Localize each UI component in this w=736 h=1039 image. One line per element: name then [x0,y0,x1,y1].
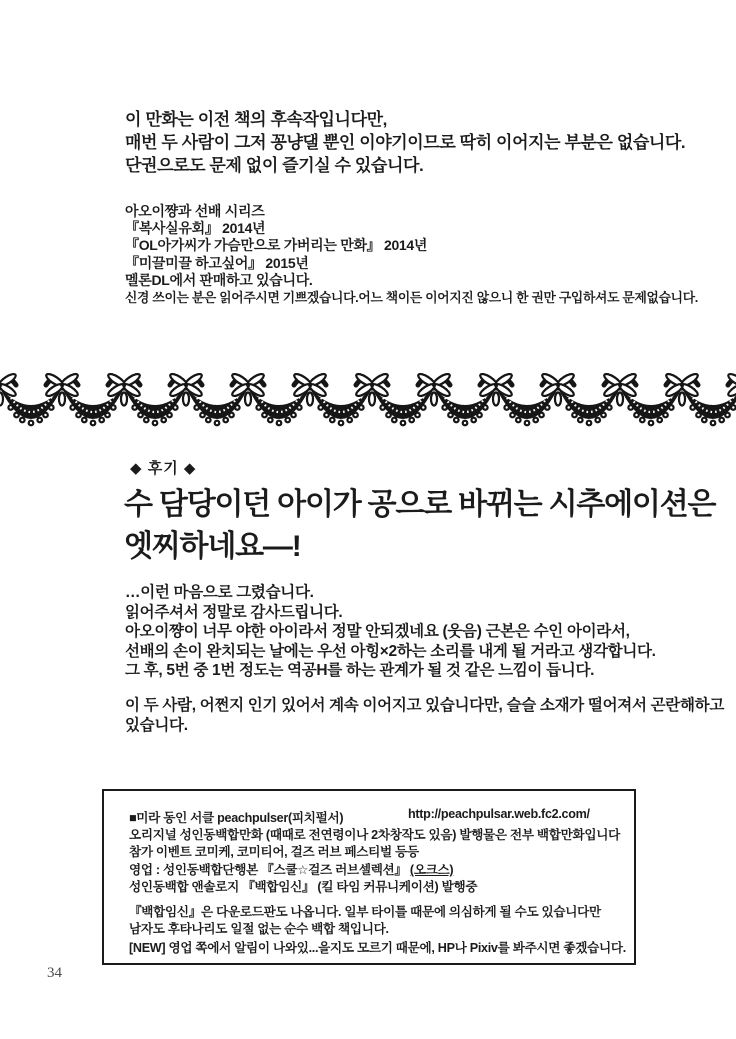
afterword-body-line: 아오이쨩이 너무 야한 아이라서 정말 안되겠네요 (웃음) 근본은 수인 아이라서, [125,623,630,640]
afterword-closing-line: 이 두 사람, 어쩐지 인기 있어서 계속 이어지고 있습니다만, 슬슬 소재가 떨어져서 곤란해하고 [125,697,724,714]
intro-line: 매번 두 사람이 그저 꽁냥댈 뿐인 이야기이므로 딱히 이어지는 부분은 없습니다. [125,133,686,152]
afterword-heading: ◆ 후기 ◆ [130,460,197,477]
lace-border-decoration [0,366,736,432]
series-availability: 멜론DL에서 판매하고 있습니다. [125,271,313,288]
afterword-body-line: 읽어주셔서 정말로 감사드립니다. [125,603,343,621]
series-title: 아오이쨩과 선배 시리즈 [125,203,265,219]
afterword-body-line: …이런 마음으로 그렸습니다. [125,584,314,601]
series-item: 『OL아가씨가 가슴만으로 가버리는 만화』 2014년 [125,237,428,254]
series-list [125,203,698,306]
download-note-line: 남자도 후타나리도 일절 없는 순수 백합 책입니다. [129,922,389,936]
series-note: 신경 쓰이는 분은 읽어주시면 기쁘겠습니다.어느 책이든 이어지진 않으니 한 권만 구입하셔도 문제없습니다. [125,290,699,306]
sales-publisher: (오크스) [409,863,454,877]
afterword-body-line: 선배의 손이 완치되는 날에는 우선 아힝×2하는 소리를 내게 될 거라고 생각합니다. [125,642,656,660]
series-item: 『복사실유회』 2014년 [125,220,266,237]
afterword-title-line: 수 담당이던 아이가 공으로 바뀌는 시추에이션은 [124,488,716,521]
page-number: 34 [47,965,62,981]
intro-line: 이 만화는 이전 책의 후속작입니다만, [125,110,387,129]
news-line: [NEW] 영업 쪽에서 알림이 나와있...을지도 모르기 때문에, HP나 Pixiv를 봐주시면 좋겠습니다. [129,941,626,955]
circle-website-url: http://peachpulsar.web.fc2.com/ [408,807,590,821]
afterword-body [125,583,656,681]
intro-paragraph [125,108,685,177]
afterword-title [124,484,715,568]
circle-info-box [102,789,636,965]
circle-description: 오리지널 성인동백합만화 (때때로 전연령이나 2차창작도 있음) 발행물은 전부 백합만화입니다 [129,828,620,842]
anthology-line: 성인동백합 앤솔로지 『백합임신』 (킬 타임 커뮤니케이션) 발행중 [129,880,478,894]
intro-line: 단권으로도 문제 없이 즐기실 수 있습니다. [125,156,424,175]
afterword-closing-line: 있습니다. [125,717,188,734]
sales-title: 영업 : 성인동백합단행본 『스쿨☆걸즈 러브셀렉션』 [129,863,410,877]
afterword-closing [125,696,724,736]
download-note-line: 『백합임신』은 다운로드판도 나옵니다. 일부 타이틀 때문에 의심하게 될 수도 있습니다만 [129,905,601,919]
series-item: 『미끌미끌 하고싶어』 2015년 [125,254,309,271]
afterword-title-line: 엣찌하네요—! [124,530,301,563]
afterword-body-line: 그 후, 5번 중 1번 정도는 역공H를 하는 관계가 될 것 같은 느낌이 듭니다. [125,662,595,679]
circle-events: 참가 이벤트 코미케, 코미티어, 걸즈 러브 페스티벌 등등 [129,845,419,859]
circle-name: ■미라 동인 서클 peachpulser(피치펄서) [129,811,344,825]
